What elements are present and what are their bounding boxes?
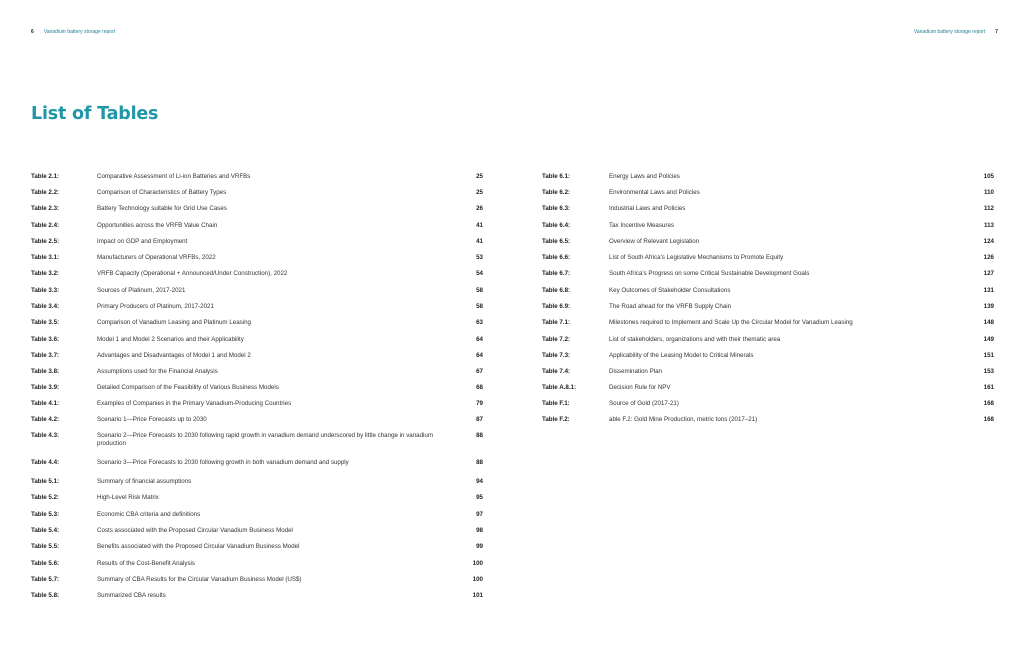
right-page [512, 0, 1024, 663]
table-entry[interactable] [542, 254, 994, 268]
table-entry[interactable] [31, 336, 483, 350]
table-title: Manufacturers of Operational VRFBs, 2022 [97, 254, 216, 261]
table-title: Overview of Relevant Legislation [609, 238, 700, 245]
table-title: Primary Producers of Platinum, 2017-2021 [97, 303, 214, 310]
table-page-number: 168 [983, 400, 994, 407]
table-title: Assumptions used for the Financial Analysis [97, 368, 218, 375]
table-title: High-Level Risk Matrix [97, 494, 159, 501]
table-label: Table 5.4: [31, 527, 60, 534]
table-title: Comparative Assessment of Li-ion Batteries and VRFBs [97, 173, 251, 180]
table-title: able F.2: Gold Mine Production, metric tons (2017–21) [609, 416, 758, 423]
table-page-number: 168 [983, 416, 994, 423]
table-entry[interactable] [542, 270, 994, 284]
table-entry[interactable] [542, 400, 994, 414]
table-title: Energy Laws and Policies [609, 173, 680, 180]
table-title: Environmental Laws and Policies [609, 189, 700, 196]
table-title: Benefits associated with the Proposed Circular Vanadium Business Model [97, 543, 300, 550]
table-title: Decision Rule for NPV [609, 384, 671, 391]
table-label: Table 5.6: [31, 560, 60, 567]
table-title: Advantages and Disadvantages of Model 1 and Model 2 [97, 352, 251, 359]
table-entry[interactable] [31, 270, 483, 284]
table-entry[interactable] [542, 173, 994, 187]
table-entry[interactable] [31, 543, 483, 557]
table-page-number: 94 [476, 478, 483, 485]
table-entry[interactable] [31, 494, 483, 508]
table-label: Table 6.5: [542, 238, 571, 245]
table-label: Table 5.8: [31, 592, 60, 599]
table-title: Battery Technology suitable for Grid Use Cases [97, 205, 227, 212]
table-label: Table F.1: [542, 400, 570, 407]
table-title: Summarized CBA results [97, 592, 166, 599]
table-label: Table 4.1: [31, 400, 60, 407]
page-number: 7 [995, 29, 998, 35]
report-title: Vanadium battery storage report [43, 29, 116, 35]
table-label: Table 7.1: [542, 319, 571, 326]
table-entry[interactable] [31, 205, 483, 219]
table-page-number: 148 [983, 319, 994, 326]
table-page-number: 100 [472, 576, 483, 583]
table-title: Costs associated with the Proposed Circular Vanadium Business Model [97, 527, 293, 534]
table-title: VRFB Capacity (Operational + Announced/Under Construction), 2022 [97, 270, 288, 277]
table-label: Table 7.2: [542, 336, 571, 343]
table-title: The Road ahead for the VRFB Supply Chain [609, 303, 732, 310]
table-entry[interactable] [31, 254, 483, 268]
table-entry[interactable] [31, 352, 483, 366]
table-page-number: 113 [984, 222, 994, 229]
table-label: Table 4.2: [31, 416, 60, 423]
table-title: Scenario 1—Price Forecasts up to 2030 [97, 416, 207, 423]
table-label: Table 3.3: [31, 287, 60, 294]
table-title: South Africa's Progress on some Critical Sustainable Development Goals [609, 270, 810, 277]
table-entry[interactable] [31, 287, 483, 301]
table-label: Table 6.1: [542, 173, 571, 180]
table-label: Table 3.4: [31, 303, 60, 310]
table-page-number: 127 [983, 270, 994, 277]
table-page-number: 67 [476, 368, 483, 375]
table-label: Table 6.7: [542, 270, 571, 277]
table-entry[interactable] [31, 384, 483, 398]
table-entry[interactable] [31, 511, 483, 525]
table-title: Examples of Companies in the Primary Vanadium-Producing Countries [97, 400, 292, 407]
table-title: Dissemination Plan [609, 368, 662, 375]
table-page-number: 95 [476, 494, 483, 501]
table-page-number: 112 [984, 205, 994, 212]
table-entry[interactable] [542, 238, 994, 252]
table-page-number: 25 [476, 189, 483, 196]
table-label: Table 3.2: [31, 270, 60, 277]
table-page-number: 26 [476, 205, 483, 212]
table-title: Results of the Cost-Benefit Analysis [97, 560, 196, 567]
table-label: Table 4.4: [31, 459, 60, 466]
table-entry[interactable] [31, 303, 483, 317]
table-page-number: 68 [476, 384, 483, 391]
table-page-number: 105 [983, 173, 994, 180]
table-entry[interactable] [31, 368, 483, 382]
table-entry[interactable] [31, 189, 483, 203]
table-label: Table 5.3: [31, 511, 60, 518]
table-entry[interactable] [542, 368, 994, 382]
table-title: Scenario 2—Price Forecasts to 2030 following rapid growth in vanadium demand underscored by little change in vanadium production [97, 432, 434, 447]
table-label: Table 6.3: [542, 205, 571, 212]
table-page-number: 88 [476, 432, 483, 439]
table-label: Table 6.4: [542, 222, 571, 229]
table-label: Table 2.1: [31, 173, 60, 180]
table-page-number: 53 [476, 254, 483, 261]
table-entry[interactable] [542, 336, 994, 350]
table-entry[interactable] [542, 384, 994, 398]
table-title: Model 1 and Model 2 Scenarios and their Applicability [97, 336, 244, 343]
table-entry[interactable] [31, 478, 483, 492]
table-page-number: 126 [983, 254, 994, 261]
table-title: List of South Africa's Legislative Mechanisms to Promote Equity [609, 254, 784, 261]
table-title: List of stakeholders, organizations and with their thematic area [609, 336, 781, 343]
table-page-number: 139 [983, 303, 994, 310]
table-entry[interactable] [31, 319, 483, 333]
table-entry[interactable] [542, 352, 994, 366]
table-page-number: 41 [476, 238, 483, 245]
table-label: Table 3.1: [31, 254, 60, 261]
table-page-number: 99 [476, 543, 483, 550]
table-title: Comparison of Characteristics of Battery Types [97, 189, 227, 196]
table-label: Table 6.8: [542, 287, 571, 294]
table-title: Milestones required to Implement and Scale Up the Circular Model for Vanadium Leasing [609, 319, 853, 326]
table-page-number: 41 [476, 222, 483, 229]
table-entry[interactable] [31, 222, 483, 236]
running-header-left [31, 29, 115, 35]
page-number: 6 [31, 29, 34, 35]
running-header-right [914, 29, 998, 35]
table-page-number: 153 [983, 368, 994, 375]
table-label: Table 6.6: [542, 254, 571, 261]
table-page-number: 101 [472, 592, 483, 599]
table-label: Table 3.8: [31, 368, 60, 375]
table-page-number: 58 [476, 287, 483, 294]
table-label: Table 3.5: [31, 319, 60, 326]
table-title: Detailed Comparison of the Feasibility of Various Business Models [97, 384, 279, 391]
table-entry[interactable] [542, 416, 994, 430]
table-title: Summary of CBA Results for the Circular Vanadium Business Model (US$) [97, 576, 302, 583]
table-page-number: 98 [476, 527, 483, 534]
report-title: Vanadium battery storage report [913, 29, 986, 35]
table-title: Opportunities across the VRFB Value Chain [97, 222, 218, 229]
table-label: Table 3.6: [31, 336, 60, 343]
table-label: Table A.8.1: [542, 384, 577, 391]
table-title: Key Outcomes of Stakeholder Consultations [609, 287, 731, 294]
table-entry[interactable] [542, 205, 994, 219]
table-page-number: 100 [472, 560, 483, 567]
table-page-number: 64 [476, 352, 483, 359]
table-label: Table 2.2: [31, 189, 60, 196]
table-page-number: 97 [476, 511, 483, 518]
table-entry[interactable] [31, 527, 483, 541]
table-entry[interactable] [31, 592, 483, 606]
table-page-number: 110 [984, 189, 994, 196]
table-label: Table 6.2: [542, 189, 571, 196]
table-entry[interactable] [542, 319, 994, 333]
table-label: Table 7.3: [542, 352, 571, 359]
table-title: Economic CBA criteria and definitions [97, 511, 201, 518]
table-label: Table F.2: [542, 416, 570, 423]
table-label: Table 2.3: [31, 205, 60, 212]
table-entry[interactable] [31, 416, 483, 430]
table-entry[interactable] [31, 560, 483, 574]
table-title: Impact on GDP and Employment [97, 238, 188, 245]
table-page-number: 54 [476, 270, 483, 277]
table-label: Table 6.9: [542, 303, 571, 310]
table-label: Table 5.2: [31, 494, 60, 501]
table-entry[interactable] [31, 459, 483, 473]
table-page-number: 151 [983, 352, 994, 359]
table-page-number: 79 [476, 400, 483, 407]
table-page-number: 161 [983, 384, 994, 391]
table-entry[interactable] [542, 222, 994, 236]
table-label: Table 4.3: [31, 432, 60, 439]
table-entry[interactable] [31, 238, 483, 252]
table-label: Table 3.7: [31, 352, 60, 359]
table-title: Scenario 3—Price Forecasts to 2030 following growth in both vanadium demand and supply [97, 459, 349, 466]
table-label: Table 2.4: [31, 222, 60, 229]
table-entry[interactable] [542, 189, 994, 203]
table-entry[interactable] [31, 432, 483, 446]
table-page-number: 63 [476, 319, 483, 326]
table-page-number: 149 [983, 336, 994, 343]
table-label: Table 2.5: [31, 238, 60, 245]
table-entry[interactable] [31, 576, 483, 590]
table-entry[interactable] [542, 287, 994, 301]
table-label: Table 5.7: [31, 576, 60, 583]
table-page-number: 124 [983, 238, 994, 245]
table-label: Table 7.4: [542, 368, 571, 375]
table-label: Table 5.5: [31, 543, 60, 550]
table-title: Summary of financial assumptions [97, 478, 192, 485]
table-title: Tax Incentive Measures [609, 222, 674, 229]
table-title: Applicability of the Leasing Model to Critical Minerals [609, 352, 754, 359]
table-entry[interactable] [542, 303, 994, 317]
table-page-number: 58 [476, 303, 483, 310]
table-page-number: 64 [476, 336, 483, 343]
table-title: Industrial Laws and Policies [609, 205, 686, 212]
table-label: Table 3.9: [31, 384, 60, 391]
table-page-number: 88 [476, 459, 483, 466]
table-title: Source of Gold (2017-21) [609, 400, 679, 407]
table-entry[interactable] [31, 173, 483, 187]
table-title: Comparison of Vanadium Leasing and Platinum Leasing [97, 319, 251, 326]
table-page-number: 87 [476, 416, 483, 423]
table-page-number: 131 [983, 287, 994, 294]
page-title: List of Tables [31, 104, 159, 124]
table-title: Sources of Platinum, 2017-2021 [97, 287, 186, 294]
table-label: Table 5.1: [31, 478, 60, 485]
table-page-number: 25 [476, 173, 483, 180]
table-entry[interactable] [31, 400, 483, 414]
